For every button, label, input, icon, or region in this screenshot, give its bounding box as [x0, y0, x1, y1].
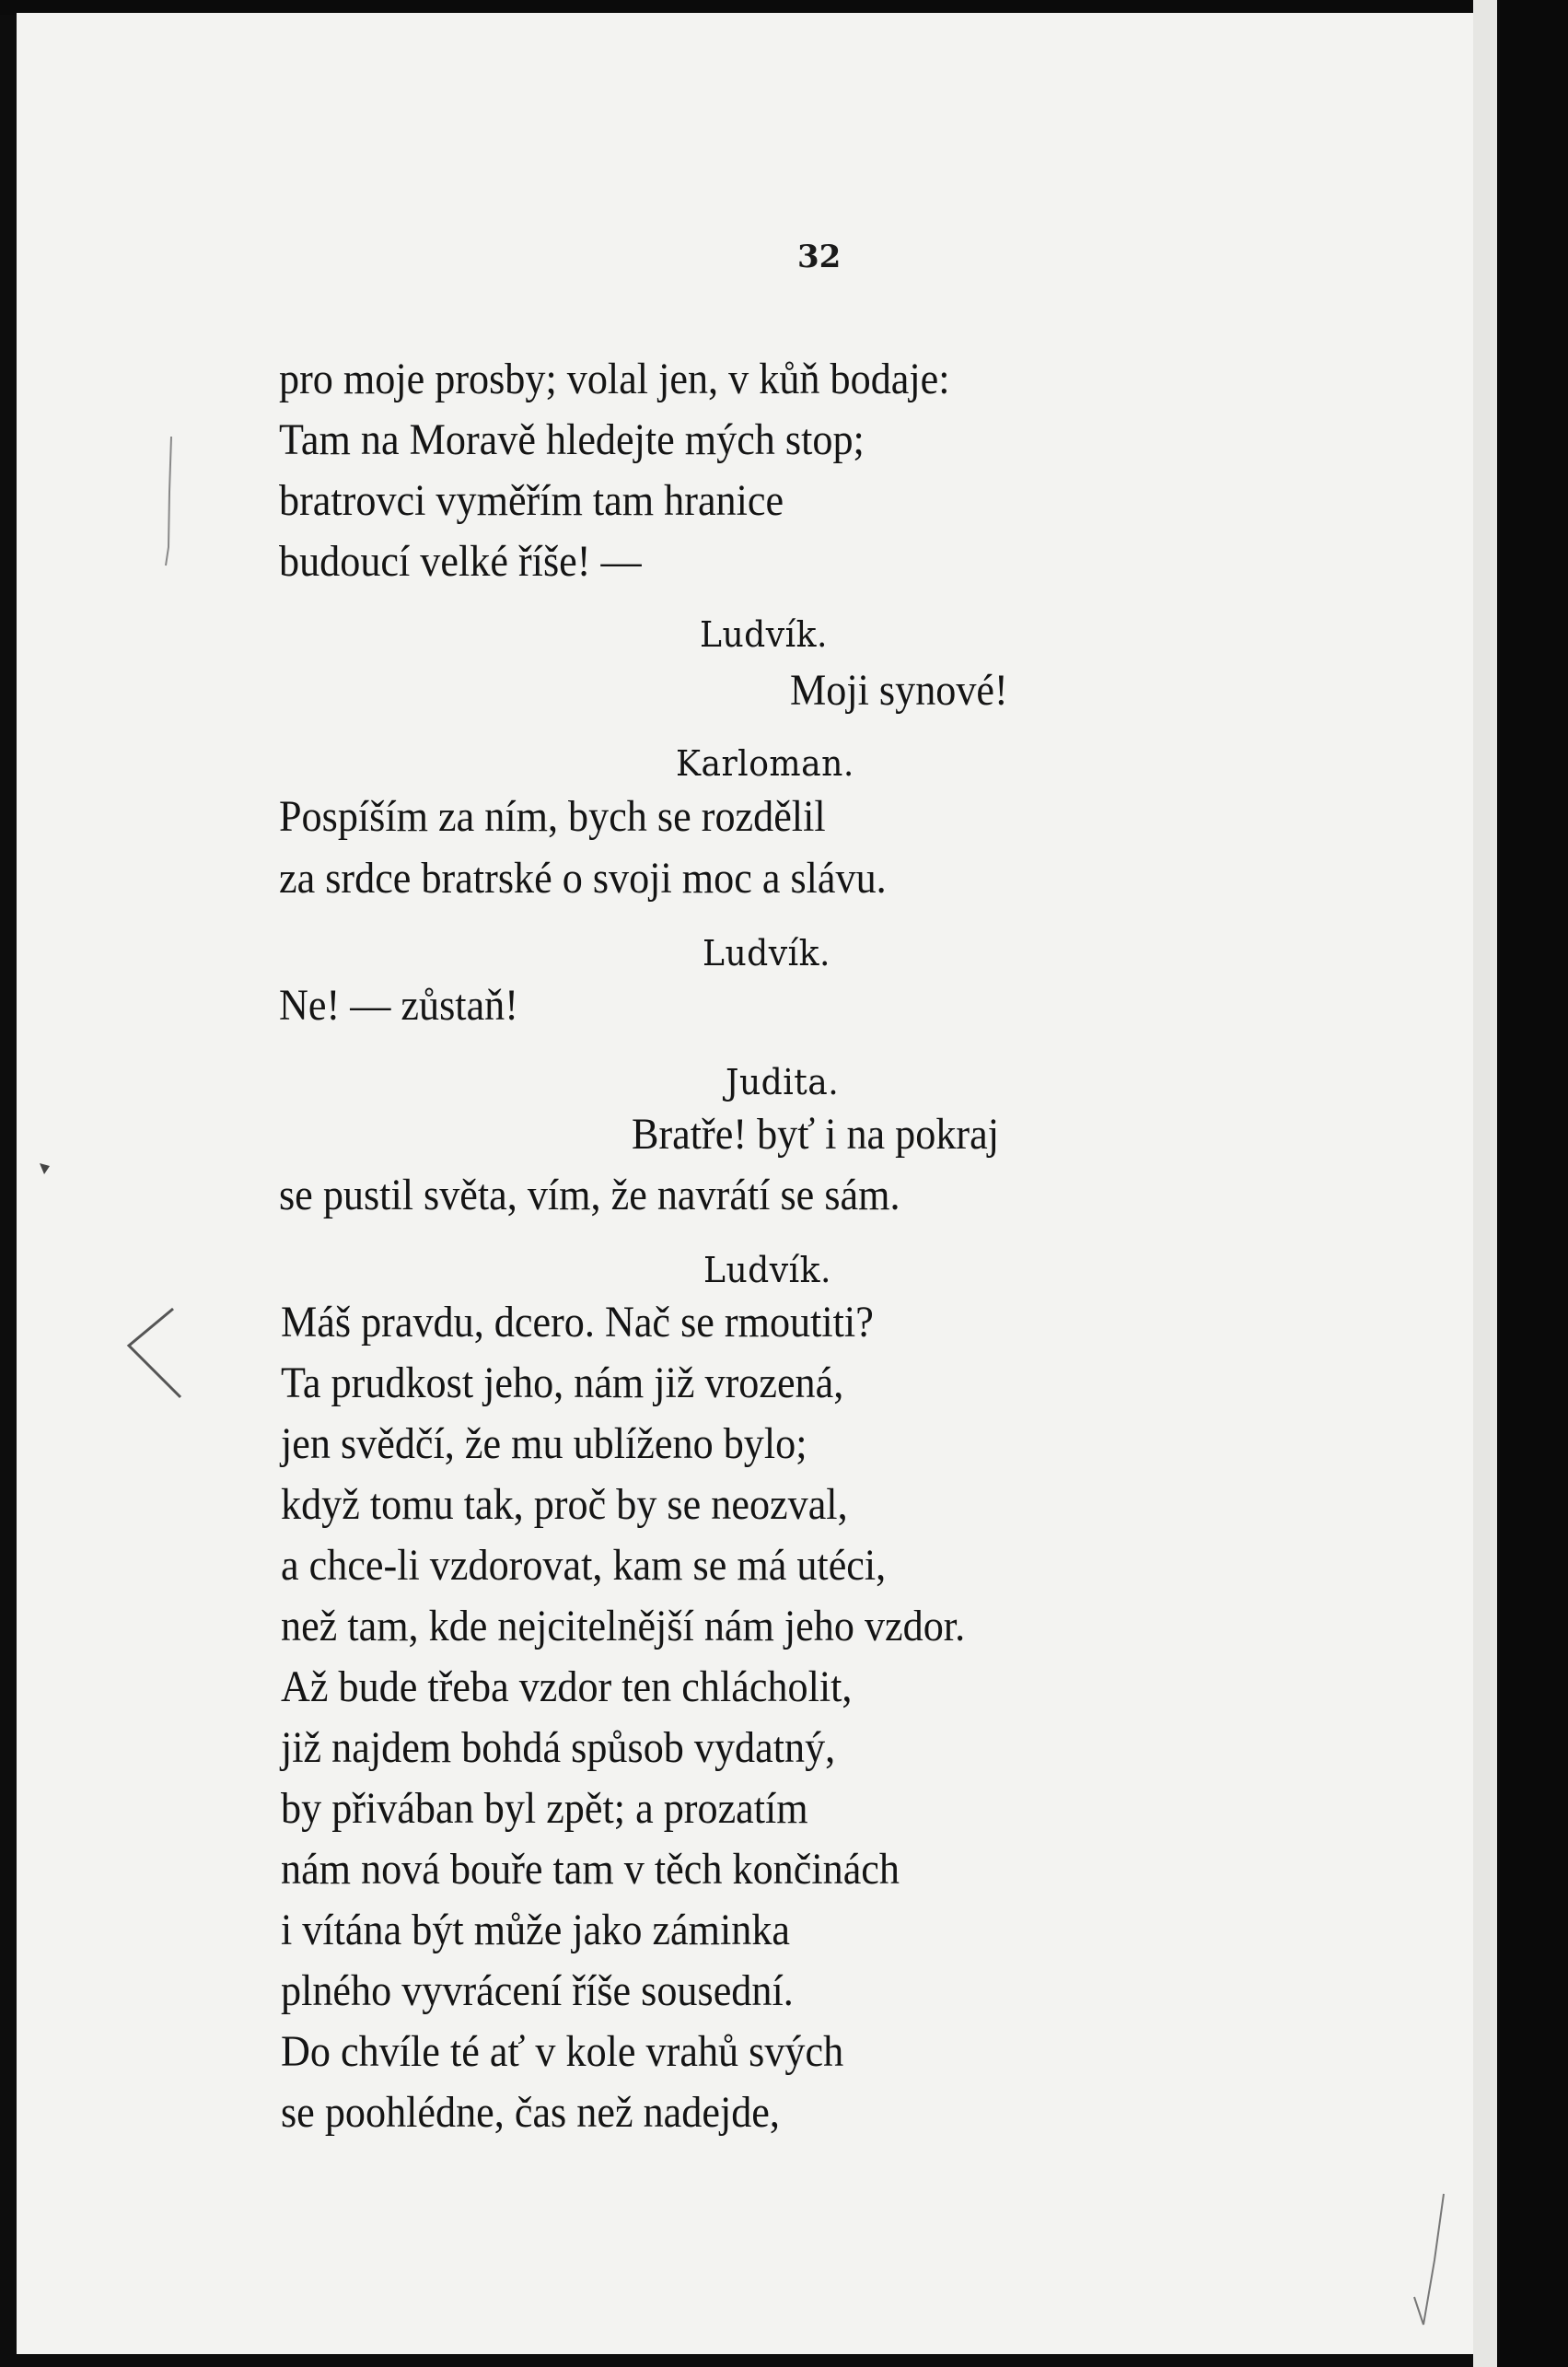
pencil-bracket-mark [109, 1298, 192, 1408]
verse-line: by přivában byl zpět; a prozatím [281, 1784, 808, 1833]
verse-line: když tomu tak, proč by se neozval, [281, 1480, 848, 1529]
speaker-name: Judita. [726, 1062, 840, 1102]
verse-line: již najdem bohdá spůsob vydatný, [281, 1723, 836, 1772]
verse-line: nám nová bouře tam v těch končinách [281, 1845, 900, 1894]
ink-speck [37, 1160, 55, 1178]
verse-line: budoucí velké říše! — [279, 537, 642, 586]
verse-line: Do chvíle té ať v kole vrahů svých [281, 2027, 844, 2076]
verse-line: za srdce bratrské o svoji moc a slávu. [279, 854, 887, 903]
speaker-name: Ludvík. [703, 933, 830, 974]
speaker-name: Ludvík. [703, 1250, 831, 1290]
page-number: 32 [797, 239, 842, 275]
verse-line: Ta prudkost jeho, nám již vrozená, [281, 1358, 844, 1407]
verse-line: Máš pravdu, dcero. Nač se rmoutiti? [281, 1298, 874, 1347]
verse-line: pro moje prosby; volal jen, v kůň bodaje: [279, 355, 950, 403]
verse-line: plného vyvrácení říše sousední. [281, 1966, 794, 2015]
verse-line: Až bude třeba vzdor ten chlácholit, [281, 1662, 853, 1711]
verse-line: Bratře! byť i na pokraj [632, 1110, 999, 1159]
pencil-scribble [1407, 2186, 1462, 2352]
verse-line: jen svědčí, že mu ublíženo bylo; [281, 1419, 807, 1468]
verse-line: Moji synové! [790, 666, 1008, 715]
verse-line: i vítána být může jako záminka [281, 1906, 791, 1954]
verse-line: se poohlédne, čas než nadejde, [281, 2088, 780, 2137]
scan-right-edge [1497, 0, 1568, 2367]
verse-line: bratrovci vyměřím tam hranice [279, 476, 784, 525]
verse-line: Pospíším za ním, bych se rozdělil [279, 792, 826, 841]
paper-sheet [17, 13, 1476, 2354]
scan-right-margin [1473, 0, 1497, 2367]
pencil-margin-mark [155, 427, 182, 575]
speaker-name: Ludvík. [700, 614, 828, 655]
verse-line: Tam na Moravě hledejte mých stop; [279, 415, 865, 464]
verse-line: a chce-li vzdorovat, kam se má utéci, [281, 1541, 887, 1590]
speaker-name: Karloman. [676, 743, 854, 784]
verse-line: se pustil světa, vím, že navrátí se sám. [279, 1171, 900, 1219]
verse-line: Ne! — zůstaň! [279, 981, 518, 1030]
verse-line: než tam, kde nejcitelnější nám jeho vzdor. [281, 1602, 966, 1650]
